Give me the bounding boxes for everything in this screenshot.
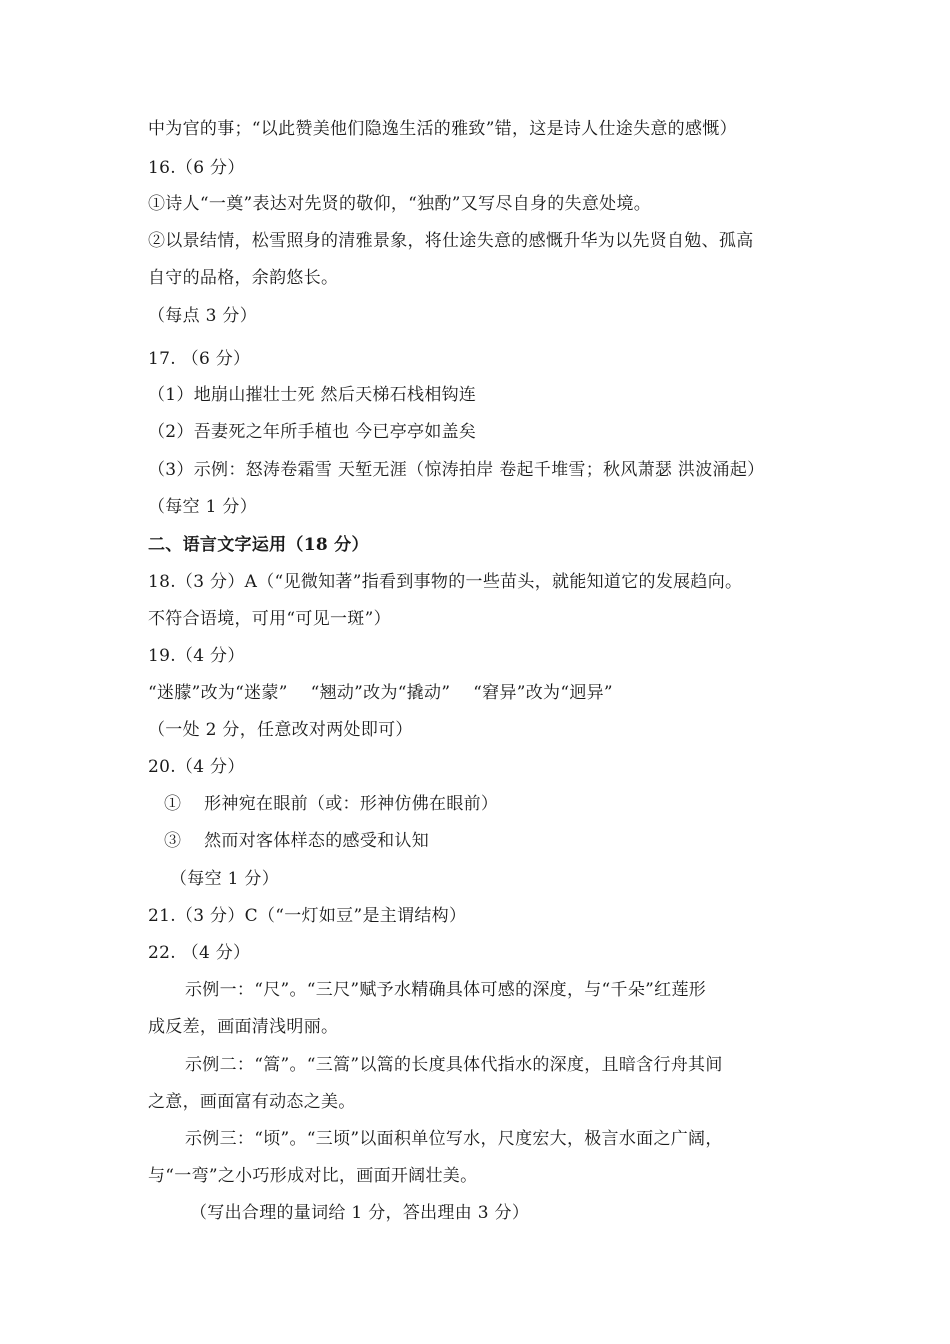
question-21: 21.（3 分）C（“一灯如豆”是主谓结构） xyxy=(148,906,467,926)
text-line: 与“一弯”之小巧形成对比，画面开阔壮美。 xyxy=(148,1166,478,1186)
text-line: 不符合语境，可用“可见一斑”） xyxy=(148,609,391,629)
question-19-header: 19.（4 分） xyxy=(148,646,245,666)
text-line: 示例三：“顷”。“三顷”以面积单位写水，尺度宏大，极言水面之广阔， xyxy=(185,1129,723,1149)
text-line: （3）示例：怒涛卷霜雪 天堑无涯（惊涛拍岸 卷起千堆雪；秋风萧瑟 洪波涌起） xyxy=(148,460,765,480)
question-16-header: 16.（6 分） xyxy=(148,158,245,178)
text-line: 成反差，画面清浅明丽。 xyxy=(148,1017,339,1037)
text-line: ②以景结情，松雪照身的清雅景象，将仕途失意的感慨升华为以先贤自勉、孤高 xyxy=(148,231,754,251)
question-20-header: 20.（4 分） xyxy=(148,757,245,777)
section-heading: 二、语言文字运用（18 分） xyxy=(148,535,369,555)
text-line: ① 形神宛在眼前（或：形神仿佛在眼前） xyxy=(164,794,499,814)
scoring-note: （每点 3 分） xyxy=(148,306,258,326)
scoring-note: （写出合理的量词给 1 分，答出理由 3 分） xyxy=(190,1203,530,1223)
scoring-note: （每空 1 分） xyxy=(170,869,280,889)
question-18: 18.（3 分）A（“见微知著”指看到事物的一些苗头，就能知道它的发展趋向。 xyxy=(148,572,743,592)
text-line: 示例一：“尺”。“三尺”赋予水精确具体可感的深度，与“千朵”红莲形 xyxy=(185,980,707,1000)
text-line: （1）地崩山摧壮士死 然后天梯石栈相钩连 xyxy=(148,385,477,405)
text-line: 自守的品格，余韵悠长。 xyxy=(148,268,339,288)
text-line: ①诗人“一奠”表达对先贤的敬仰，“独酌”又写尽自身的失意处境。 xyxy=(148,194,652,214)
text-line: “迷朦”改为“迷蒙” “翘动”改为“撬动” “窘异”改为“迥异” xyxy=(148,683,613,703)
scoring-note: （一处 2 分，任意改对两处即可） xyxy=(148,720,413,740)
text-line: 之意，画面富有动态之美。 xyxy=(148,1092,356,1112)
question-22-header: 22. （4 分） xyxy=(148,943,251,963)
question-17-header: 17. （6 分） xyxy=(148,349,251,369)
text-line: ③ 然而对客体样态的感受和认知 xyxy=(164,831,430,851)
text-line: 示例二：“篙”。“三篙”以篙的长度具体代指水的深度，且暗含行舟其间 xyxy=(185,1055,723,1075)
text-line: （2）吾妻死之年所手植也 今已亭亭如盖矣 xyxy=(148,422,477,442)
text-line: 中为官的事；“以此赞美他们隐逸生活的雅致”错，这是诗人仕途失意的感慨） xyxy=(148,119,737,139)
scoring-note: （每空 1 分） xyxy=(148,497,258,517)
